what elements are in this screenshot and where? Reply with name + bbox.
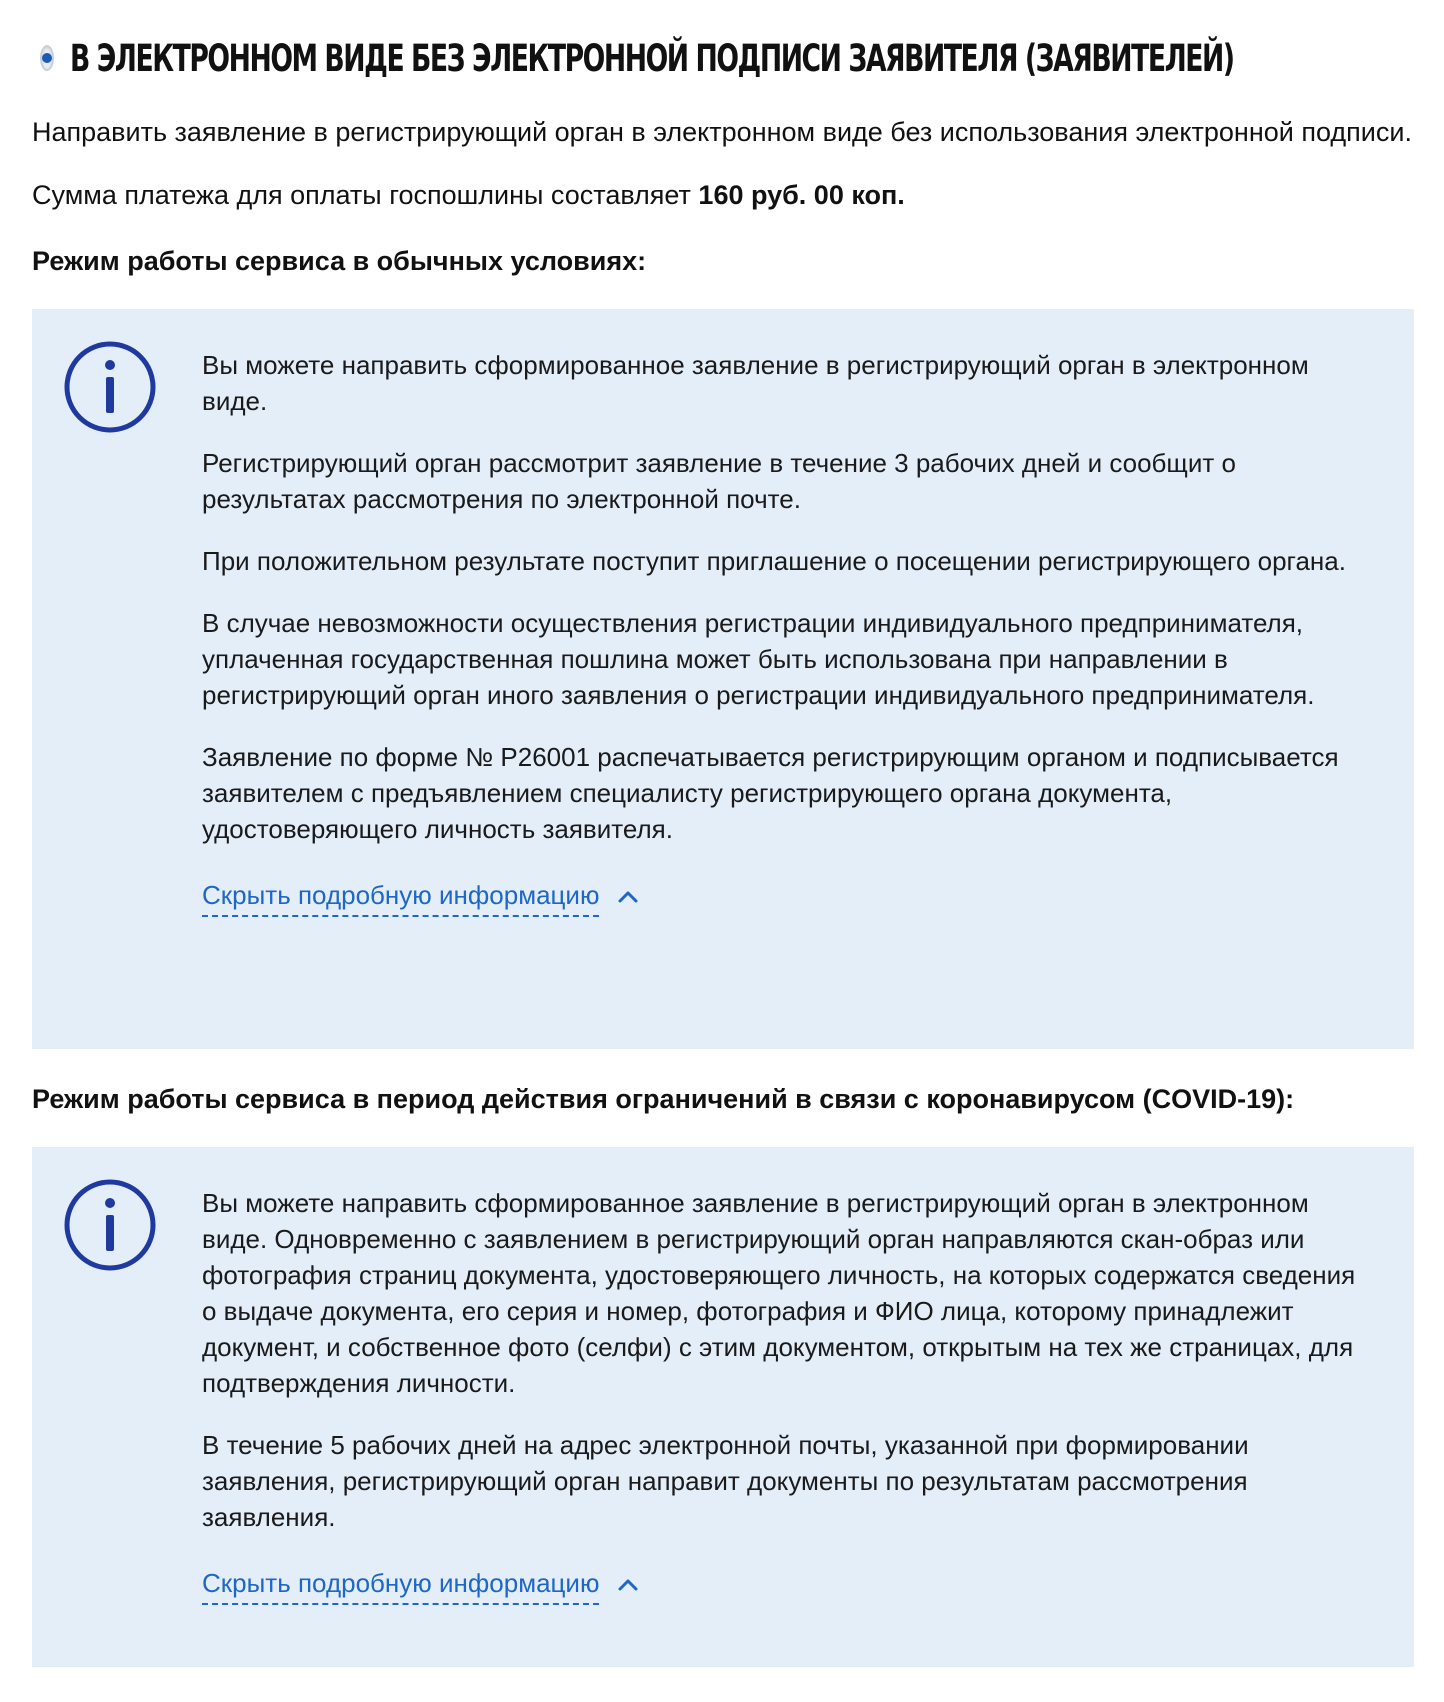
option-title: В ЭЛЕКТРОННОМ ВИДЕ БЕЗ ЭЛЕКТРОННОЙ ПОДПИСИ ЗАЯВИТЕЛЯ (ЗАЯВИТЕЛЕЙ) [70,36,1234,80]
hide-details-link[interactable] [202,1565,639,1605]
covid-mode-paragraph: Вы можете направить сформированное заявление в регистрирующий орган в электронном виде. Одновременно с заявлением в регистрирующий орган направляются скан-образ или фотография страниц документа, удостоверяющего личность, на которых содержатся сведения о выдаче документа, его серия и номер, фотография и ФИО лица, которому принадлежит документ, и собственное фото (селфи) с этим документом, открытым на тех же страницах, для подтверждения личности. [202,1188,1356,1398]
info-icon [60,1175,160,1275]
radio-dot [42,53,52,63]
option-header[interactable] [32,0,1412,112]
info-icon [60,337,160,437]
normal-mode-paragraph: Регистрирующий орган рассмотрит заявление в течение 3 рабочих дней и сообщит о результатах рассмотрения по электронной почте. [202,448,1236,514]
covid-mode-heading: Режим работы сервиса в период действия ограничений в связи с коронавирусом (COVID-19): [32,1084,1295,1114]
normal-mode-heading: Режим работы сервиса в обычных условиях: [32,246,647,276]
covid-mode-paragraph: В течение 5 рабочих дней на адрес электронной почты, указанной при формировании заявления, регистрирующий орган направит документы по результатам рассмотрения заявления. [202,1430,1249,1532]
covid-mode-info-box [32,1147,1414,1667]
option-description: Направить заявление в регистрирующий орган в электронном виде без использования электронной подписи. [32,117,1412,147]
radio-selected-icon[interactable] [40,45,54,71]
chevron-up-icon[interactable] [617,890,639,904]
normal-mode-paragraph: Заявление по форме № Р26001 распечатывается регистрирующим органом и подписывается заявителем с предъявлением специалисту регистрирующего органа документа, удостоверяющего личность заявителя. [202,742,1339,844]
fee-amount: 160 руб. 00 коп. [698,180,905,210]
hide-details-label[interactable]: Скрыть подробную информацию [202,877,599,917]
chevron-up-icon[interactable] [617,1578,639,1592]
normal-mode-info-box [32,309,1414,1049]
fee-line [32,177,1412,213]
hide-details-label[interactable]: Скрыть подробную информацию [202,1565,599,1605]
hide-details-link[interactable] [202,877,639,917]
fee-prefix: Сумма платежа для оплаты госпошлины составляет [32,180,699,210]
normal-mode-paragraph: При положительном результате поступит приглашение о посещении регистрирующего органа. [202,546,1346,576]
normal-mode-paragraph: Вы можете направить сформированное заявление в регистрирующий орган в электронном виде. [202,350,1309,416]
normal-mode-paragraph: В случае невозможности осуществления регистрации индивидуального предпринимателя, уплаченная государственная пошлина может быть использована при направлении в регистрирующий орган иного заявления о регистрации индивидуального предпринимателя. [202,608,1315,710]
